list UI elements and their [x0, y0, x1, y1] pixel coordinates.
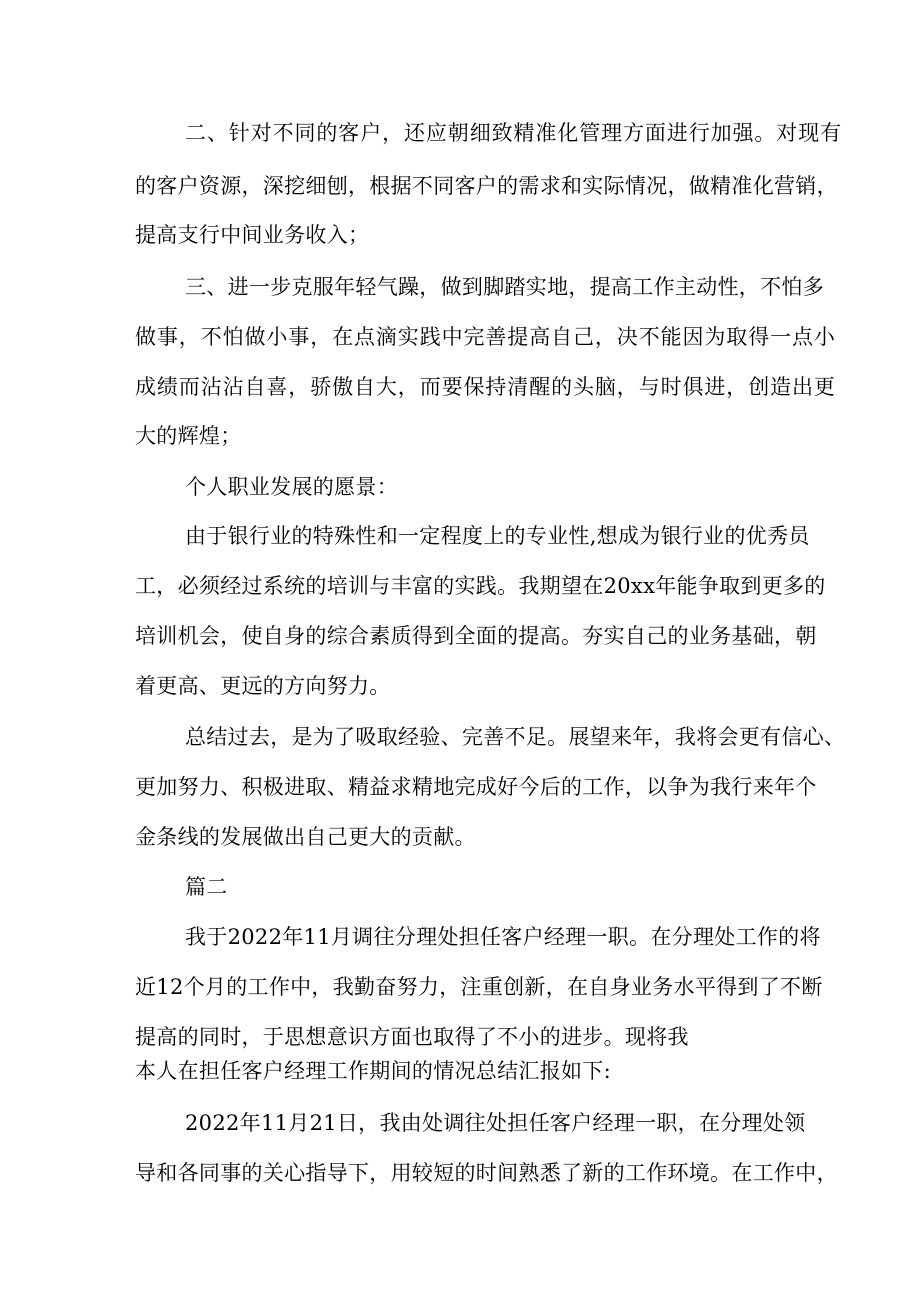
paragraph-line: 二、针对不同的客户，还应朝细致精准化管理方面进行加强。对现有: [185, 121, 842, 145]
paragraph-line: 工，必须经过系统的培训与丰富的实践。我期望在20xx年能争取到更多的: [135, 574, 826, 598]
paragraph-line: 导和各同事的关心指导下，用较短的时间熟悉了新的工作环境。在工作中，: [135, 1161, 838, 1185]
paragraph-line: 提高的同时，于思想意识方面也取得了不小的进步。现将我: [135, 1025, 689, 1049]
paragraph-line: 我于2022年11月调往分理处担任客户经理一职。在分理处工作的将: [185, 925, 821, 949]
paragraph-line: 做事，不怕做小事，在点滴实践中完善提高自己，决不能因为取得一点小: [135, 325, 836, 349]
paragraph-line: 成绩而沾沾自喜，骄傲自大，而要保持清醒的头脑，与时俱进，创造出更: [135, 375, 836, 399]
paragraph-line: 本人在担任客户经理工作期间的情况总结汇报如下:: [135, 1059, 611, 1083]
paragraph-line: 提高支行中间业务收入；: [135, 223, 370, 247]
paragraph-line: 着更高、更远的方向努力。: [135, 674, 391, 698]
paragraph-line: 大的辉煌；: [135, 424, 242, 448]
paragraph-line: 近12个月的工作中，我勤奋努力，注重创新，在自身业务水平得到了不断: [135, 975, 823, 999]
paragraph-line: 总结过去，是为了吸取经验、完善不足。展望来年，我将会更有信心、: [185, 725, 846, 749]
paragraph-line: 更加努力、积极进取、精益求精地完成好今后的工作，以争为我行来年个: [135, 775, 817, 799]
paragraph-line: 2022年11月21日，我由处调往处担任客户经理一职，在分理处领: [185, 1111, 806, 1135]
paragraph-line: 培训机会，使自身的综合素质得到全面的提高。夯实自己的业务基础，朝: [135, 624, 817, 648]
paragraph-line: 三、进一步克服年轻气躁，做到脚踏实地，提高工作主动性，不怕多: [185, 275, 824, 299]
paragraph-line: 金条线的发展做出自己更大的贡献。: [135, 825, 476, 849]
section-heading: 个人职业发展的愿景：: [185, 475, 398, 499]
section-heading: 篇二: [185, 875, 228, 899]
paragraph-line: 的客户资源，深挖细刨，根据不同客户的需求和实际情况，做精准化营销，: [135, 174, 838, 198]
paragraph-line: 由于银行业的特殊性和一定程度上的专业性,想成为银行业的优秀员: [185, 524, 810, 548]
